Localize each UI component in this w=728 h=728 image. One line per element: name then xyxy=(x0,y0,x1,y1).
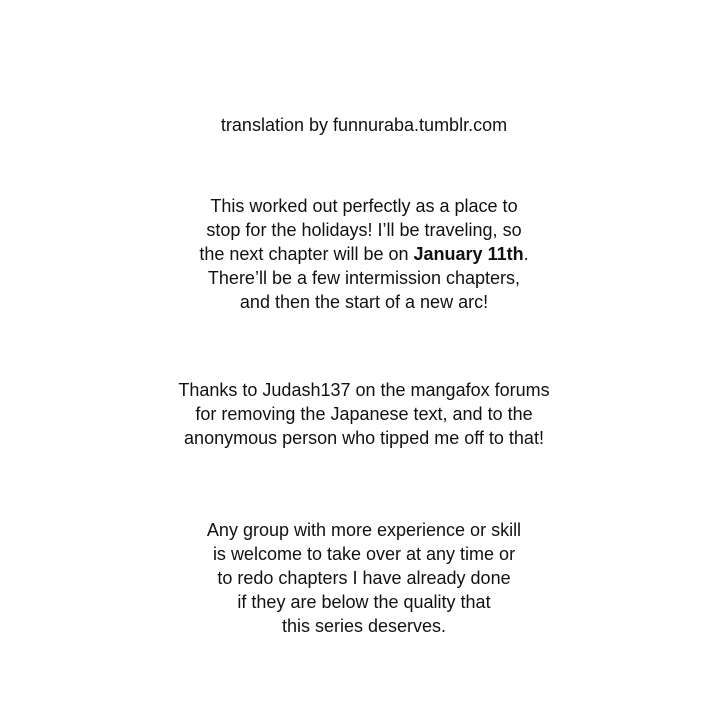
thanks-line-1: Thanks to Judash137 on the mangafox forums xyxy=(178,380,550,400)
note-line-2: stop for the holidays! I’ll be traveling, so xyxy=(206,220,522,240)
note-line-3 xyxy=(0,242,728,266)
translation-credit xyxy=(0,113,728,137)
note-line-5: and then the start of a new arc! xyxy=(239,292,489,312)
note-line-3-end: . xyxy=(523,244,529,264)
offer-line-2: is welcome to take over at any time or xyxy=(212,544,516,564)
group-takeover-note xyxy=(0,518,728,638)
offer-line-4: if they are below the quality that xyxy=(237,592,491,612)
offer-line-5: this series deserves. xyxy=(281,616,447,636)
thanks-line-2: for removing the Japanese text, and to the xyxy=(195,404,533,424)
note-line-4: There’ll be a few intermission chapters, xyxy=(207,268,521,288)
note-line-3-lead: the next chapter will be on xyxy=(199,244,414,264)
note-line-1: This worked out perfectly as a place to xyxy=(210,196,518,216)
thanks-note xyxy=(0,378,728,450)
thanks-line-3: anonymous person who tipped me off to that! xyxy=(184,428,544,448)
credit-line: translation by funnuraba.tumblr.com xyxy=(220,115,508,135)
schedule-note xyxy=(0,194,728,314)
offer-line-3: to redo chapters I have already done xyxy=(217,568,511,588)
next-chapter-date: January 11th xyxy=(413,244,524,264)
offer-line-1: Any group with more experience or skill xyxy=(206,520,522,540)
